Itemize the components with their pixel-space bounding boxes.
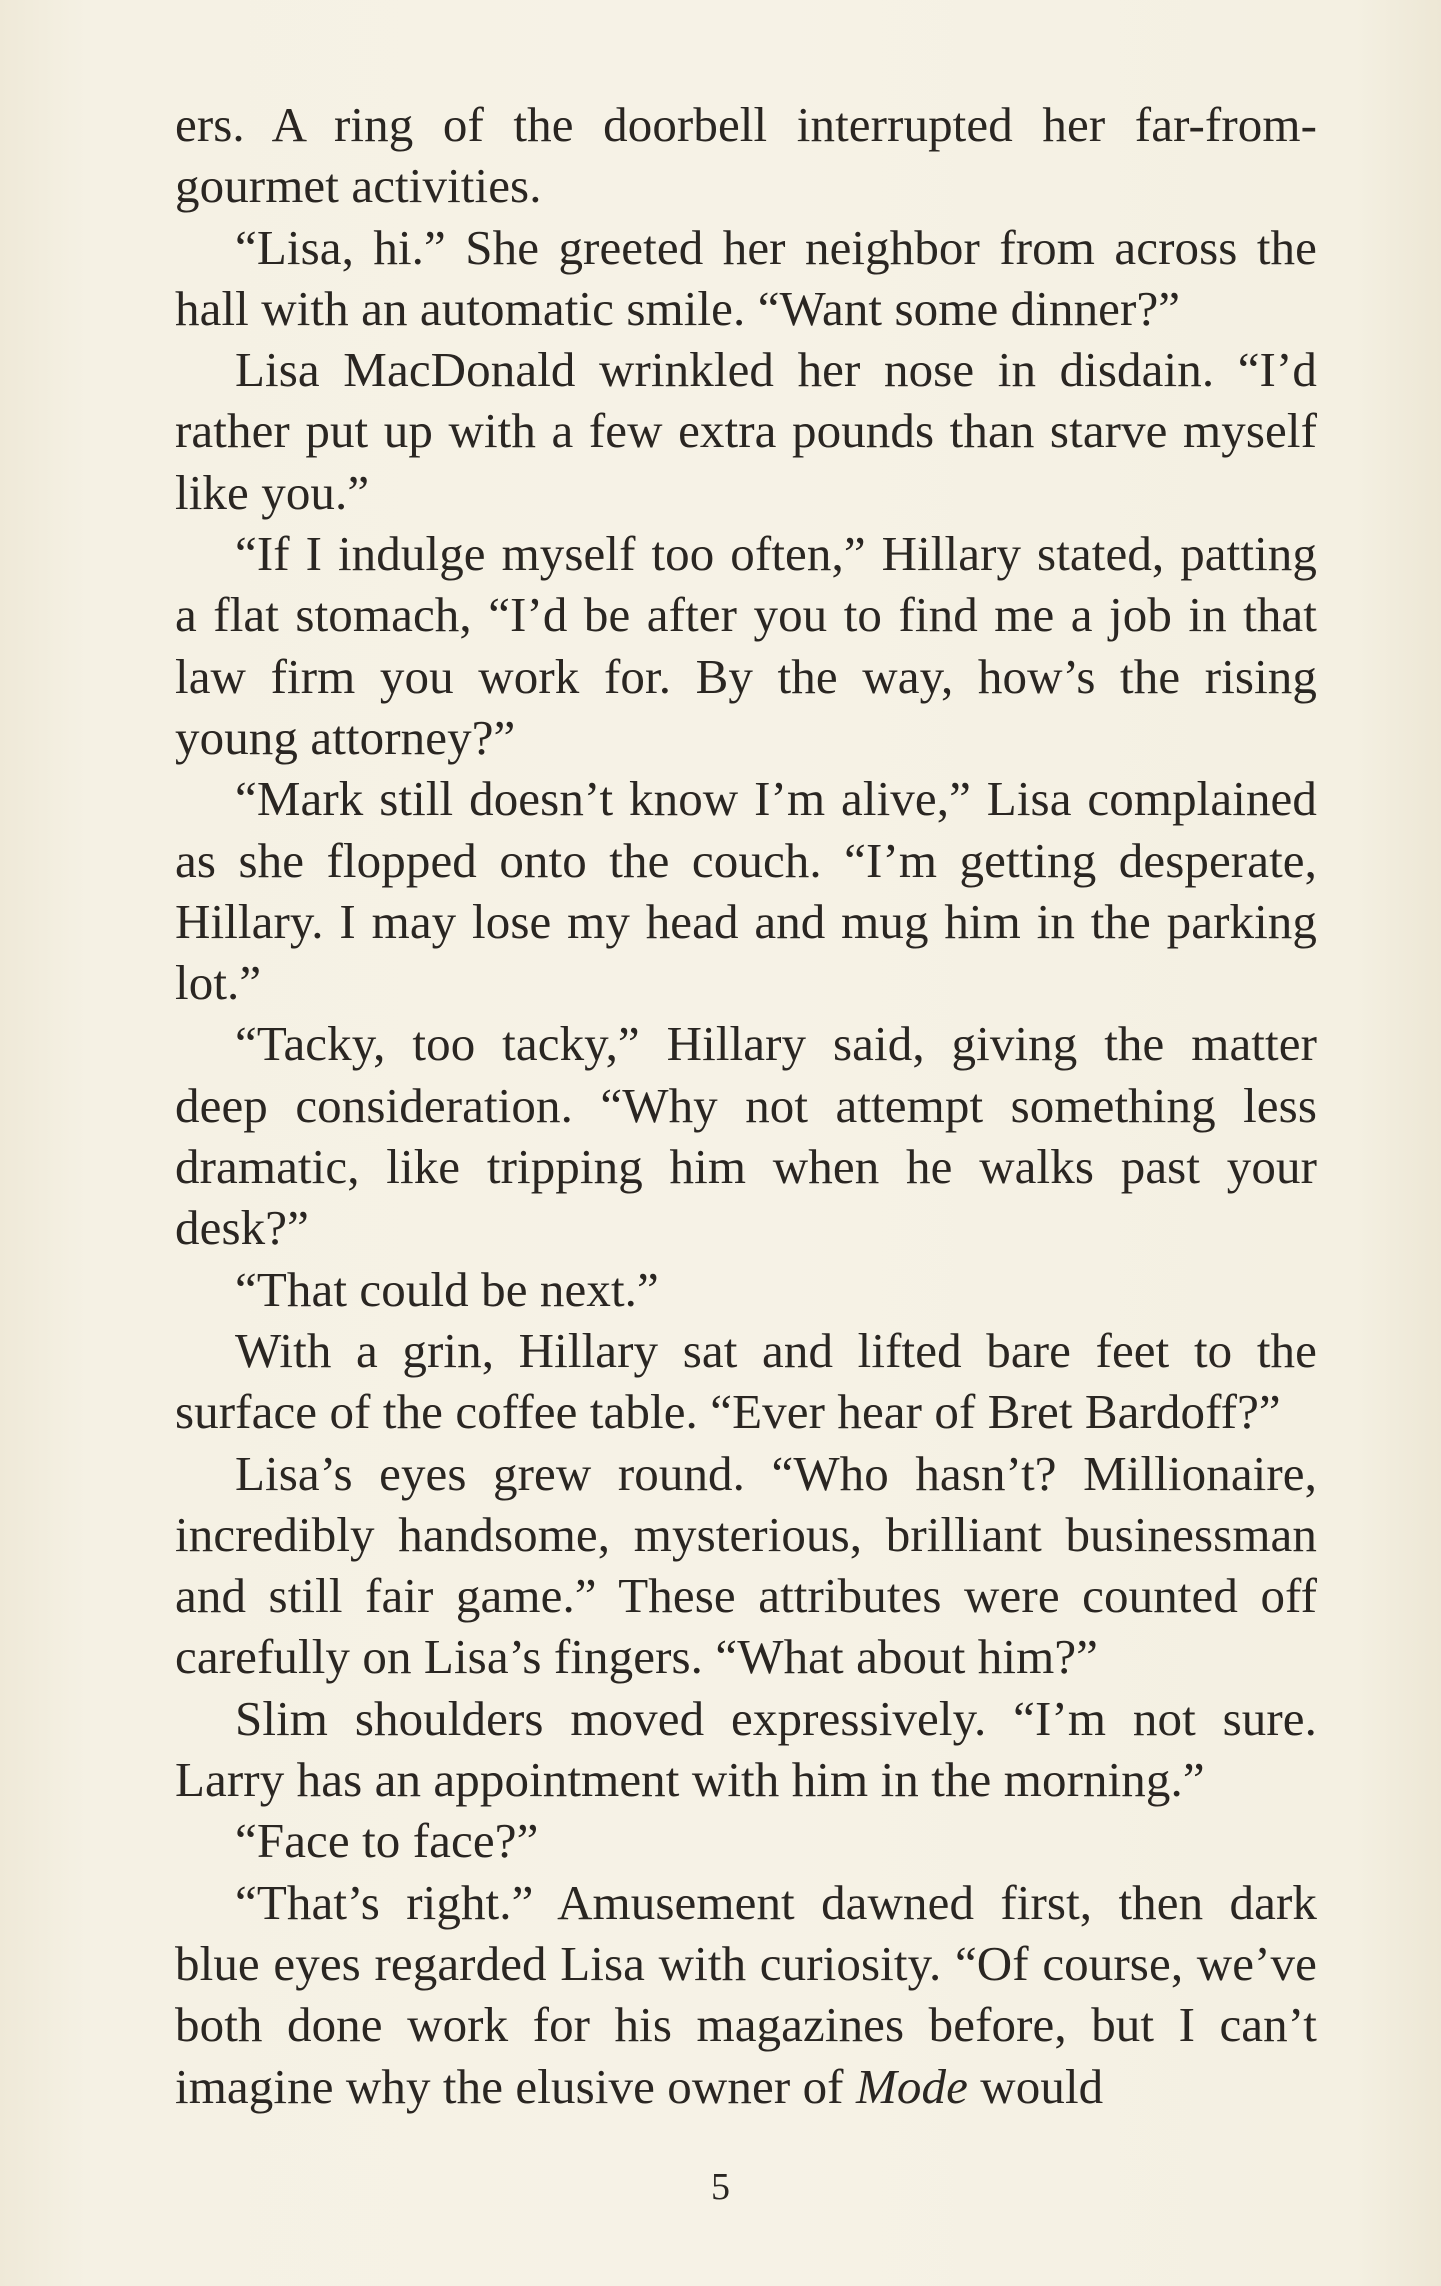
page-number: 5	[711, 2166, 730, 2208]
paragraph	[175, 1872, 1317, 2117]
paragraph-text: “That’s right.” Amusement dawned first, then dark blue eyes regarded Lisa with curiosity. “Of course, we’ve both done work for his magazines before, but I can’t imagine why the elusive owner of	[175, 1874, 1317, 2114]
body-text	[175, 94, 1317, 2117]
paragraph: “Face to face?”	[235, 1813, 539, 1869]
paragraph: “Lisa, hi.” She greeted her neighbor from across the hall with an automatic smile. “Want some dinner?”	[175, 219, 1317, 336]
paragraph: With a grin, Hillary sat and lifted bare feet to the surface of the coffee table. “Ever hear of Bret Bardoff?”	[175, 1322, 1317, 1440]
paragraph: Lisa’s eyes grew round. “Who hasn’t? Millionaire, incredibly handsome, mysterious, brilliant businessman and still fair game.” These attributes were counted off carefully on Lisa’s fingers. “What about him?”	[175, 1445, 1317, 1685]
paragraph: “If I indulge myself too often,” Hillary stated, patting a flat stomach, “I’d be after you to find me a job in that law firm you work for. By the way, how’s the rising young attorney?”	[175, 526, 1317, 765]
paragraph: Lisa MacDonald wrinkled her nose in disdain. “I’d rather put up with a few extra pounds than starve myself like you.”	[175, 342, 1317, 520]
paragraph: Slim shoulders moved expressively. “I’m not sure. Larry has an appointment with him in the morning.”	[175, 1690, 1317, 1808]
paragraph-text: would	[967, 2058, 1104, 2114]
paragraph: “Mark still doesn’t know I’m alive,” Lisa complained as she flopped onto the couch. “I’m getting desperate, Hillary. I may lose my head and mug him in the parking lot.”	[175, 771, 1317, 1011]
magazine-title: Mode	[855, 2058, 968, 2114]
paragraph: “That could be next.”	[235, 1261, 659, 1317]
paragraph: ers. A ring of the doorbell interrupted her far-from-gourmet activities.	[175, 97, 1317, 214]
paragraph: “Tacky, too tacky,” Hillary said, giving the matter deep consideration. “Why not attempt something less dramatic, like tripping him when he walks past your desk?”	[175, 1016, 1317, 1256]
